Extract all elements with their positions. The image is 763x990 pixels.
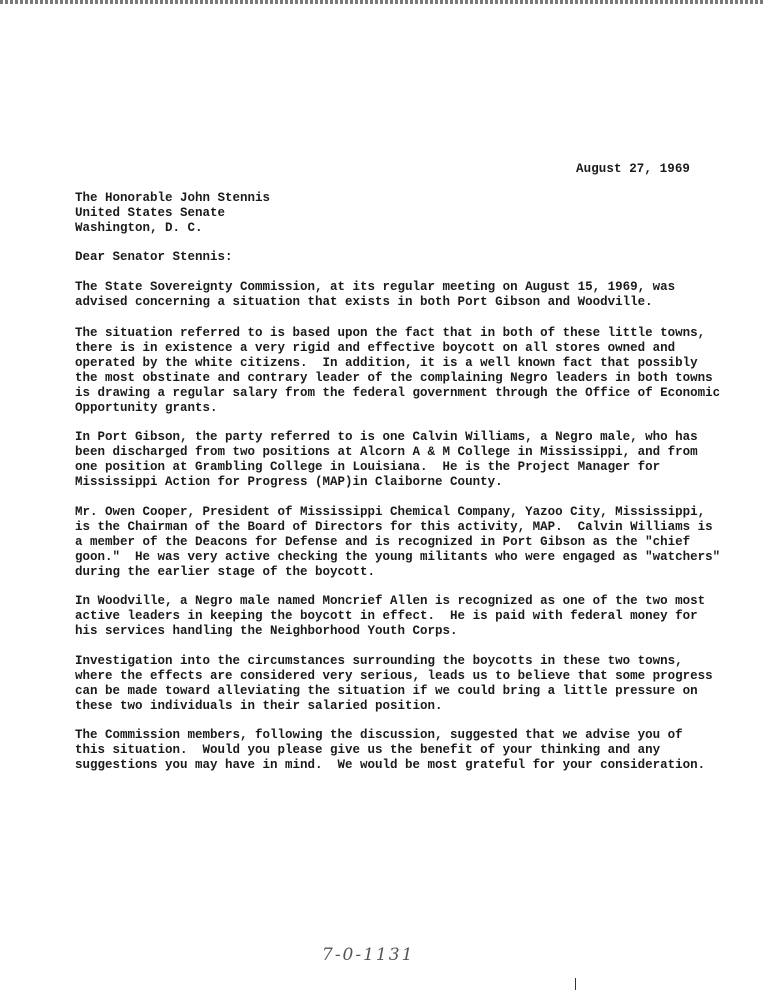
- recipient-address: [75, 191, 270, 236]
- paragraph-port-gibson: [75, 430, 698, 490]
- paragraph-line: The situation referred to is based upon the fact that in both of these little towns,: [75, 326, 706, 340]
- address-line-city: Washington, D. C.: [75, 221, 203, 235]
- paragraph-line: is drawing a regular salary from the federal government through the Office of Economic: [75, 386, 721, 400]
- letter-date: August 27, 1969: [576, 162, 691, 176]
- paragraph-investigation: [75, 654, 713, 714]
- address-line-office: United States Senate: [75, 206, 226, 220]
- paragraph-line: active leaders in keeping the boycott in effect. He is paid with federal money for: [75, 609, 698, 623]
- paragraph-line: is the Chairman of the Board of Directors for this activity, MAP. Calvin Williams is: [75, 520, 713, 534]
- paragraph-line: In Woodville, a Negro male named Moncrief Allen is recognized as one of the two most: [75, 594, 706, 608]
- scan-mark: [575, 978, 576, 990]
- paragraph-line: during the earlier stage of the boycott.: [75, 565, 376, 579]
- address-line-name: The Honorable John Stennis: [75, 191, 271, 205]
- paragraph-line: suggestions you may have in mind. We would be most grateful for your consideration.: [75, 758, 706, 772]
- paragraph-line: his services handling the Neighborhood Youth Corps.: [75, 624, 458, 638]
- paragraph-line: advised concerning a situation that exists in both Port Gibson and Woodville.: [75, 295, 653, 309]
- paragraph-line: a member of the Deacons for Defense and is recognized in Port Gibson as the "chief: [75, 535, 691, 549]
- paragraph-line: these two individuals in their salaried position.: [75, 699, 443, 713]
- handwritten-file-number: 7-0-1131: [322, 945, 415, 965]
- paragraph-commission-meeting: [75, 280, 675, 310]
- paragraph-line: there is in existence a very rigid and effective boycott on all stores owned and: [75, 341, 676, 355]
- paragraph-line: Mississippi Action for Progress (MAP)in Claiborne County.: [75, 475, 503, 489]
- paragraph-line: the most obstinate and contrary leader of the complaining Negro leaders in both towns: [75, 371, 713, 385]
- paragraph-line: In Port Gibson, the party referred to is one Calvin Williams, a Negro male, who has: [75, 430, 698, 444]
- paragraph-line: been discharged from two positions at Alcorn A & M College in Mississippi, and from: [75, 445, 698, 459]
- paragraph-line: goon." He was very active checking the young militants who were engaged as "watchers": [75, 550, 721, 564]
- paragraph-line: this situation. Would you please give us the benefit of your thinking and any: [75, 743, 661, 757]
- scan-edge-artifact: [0, 0, 763, 4]
- paragraph-line: Opportunity grants.: [75, 401, 218, 415]
- paragraph-line: Mr. Owen Cooper, President of Mississippi Chemical Company, Yazoo City, Mississippi,: [75, 505, 706, 519]
- paragraph-closing-request: [75, 728, 705, 773]
- paragraph-line: The Commission members, following the discussion, suggested that we advise you of: [75, 728, 683, 742]
- paragraph-line: where the effects are considered very serious, leads us to believe that some progress: [75, 669, 713, 683]
- paragraph-owen-cooper: [75, 505, 720, 580]
- paragraph-line: operated by the white citizens. In addition, it is a well known fact that possibly: [75, 356, 698, 370]
- paragraph-woodville: [75, 594, 705, 639]
- paragraph-line: can be made toward alleviating the situation if we could bring a little pressure on: [75, 684, 698, 698]
- salutation: Dear Senator Stennis:: [75, 250, 233, 264]
- paragraph-line: Investigation into the circumstances surrounding the boycotts in these two towns,: [75, 654, 683, 668]
- paragraph-line: The State Sovereignty Commission, at its regular meeting on August 15, 1969, was: [75, 280, 676, 294]
- paragraph-boycott-situation: [75, 326, 720, 416]
- paragraph-line: one position at Grambling College in Louisiana. He is the Project Manager for: [75, 460, 661, 474]
